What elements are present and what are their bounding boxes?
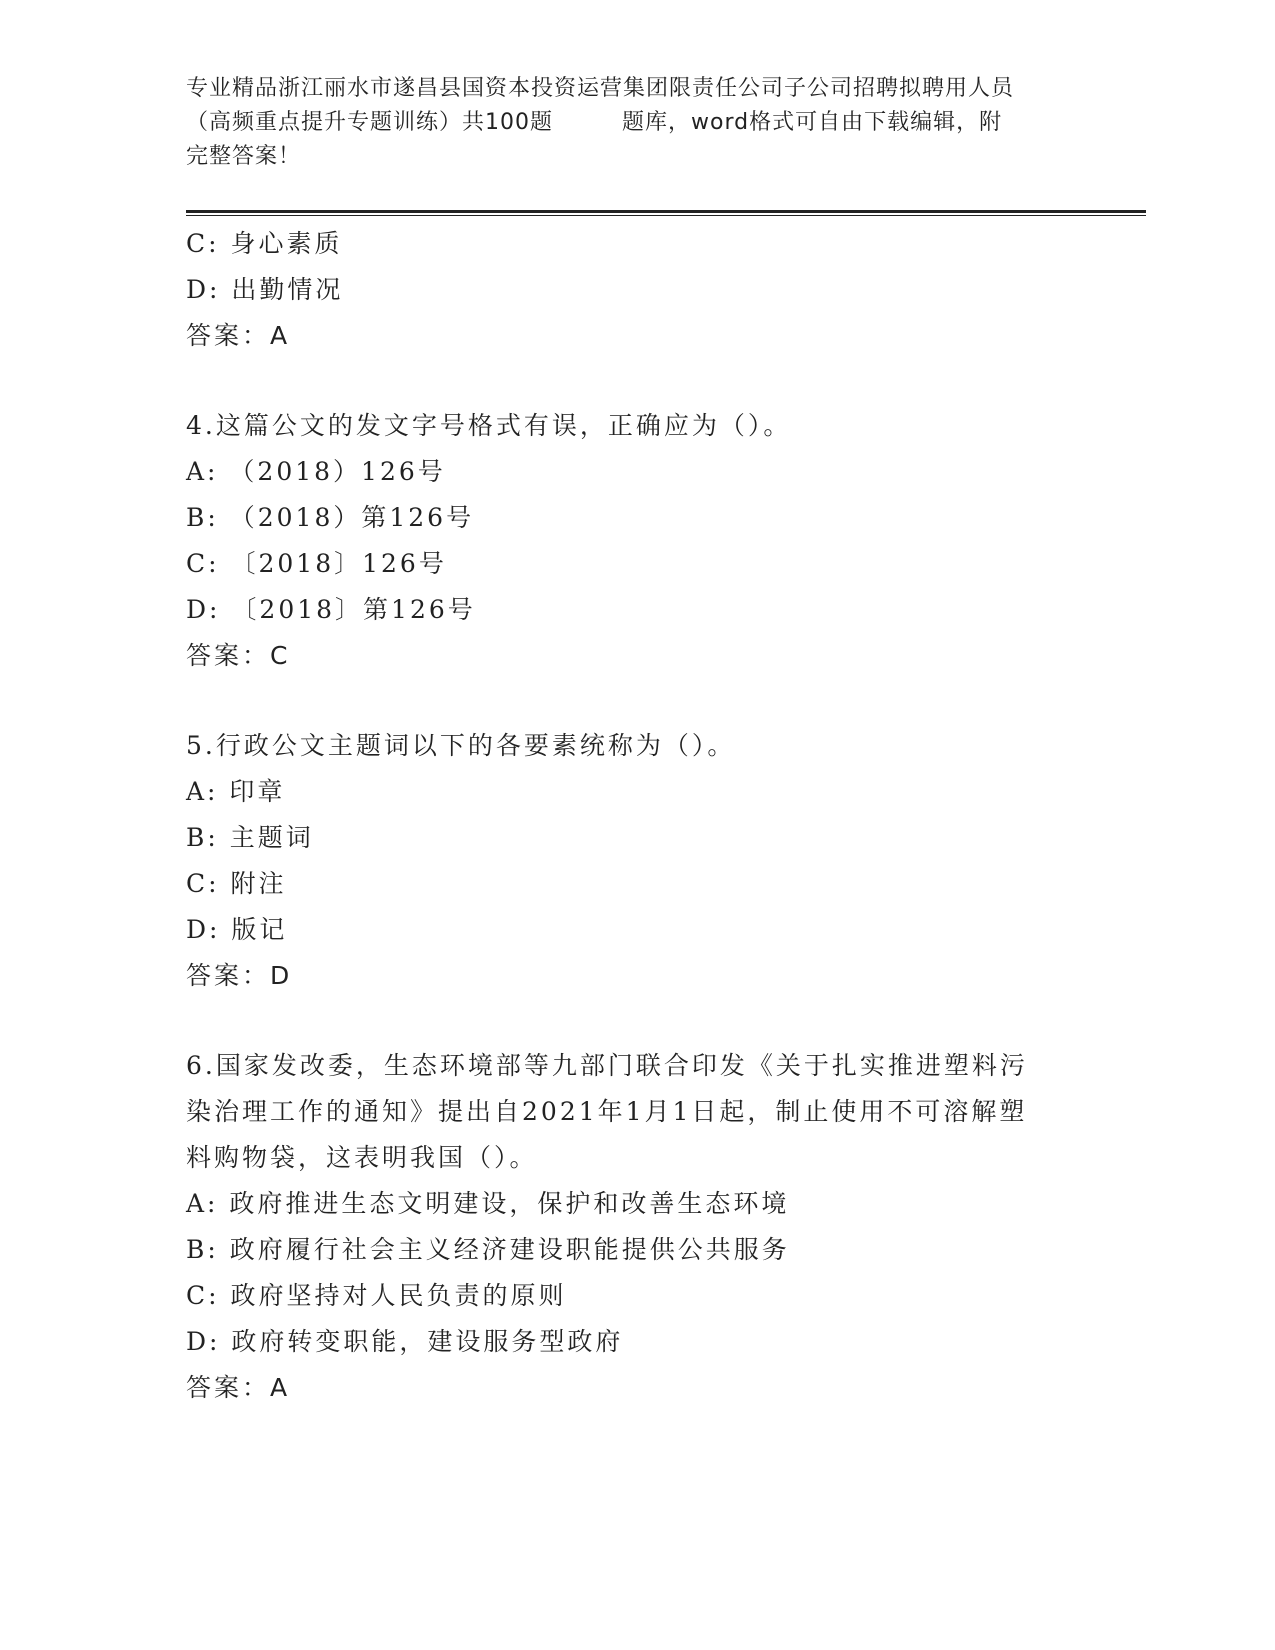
option-d: D: 政府转变职能，建设服务型政府 bbox=[186, 1327, 624, 1356]
option-c: C: 政府坚持对人民负责的原则 bbox=[186, 1281, 567, 1310]
header-line-3: 完整答案！ bbox=[186, 144, 302, 169]
header-divider-thin bbox=[186, 215, 1146, 216]
option-d: D: 版记 bbox=[186, 915, 288, 944]
option-c: C: 〔2018〕126号 bbox=[186, 549, 447, 578]
answer: 答案：C bbox=[186, 641, 291, 670]
option-a: A: 政府推进生态文明建设，保护和改善生态环境 bbox=[186, 1189, 790, 1218]
option-b: B: （2018）第126号 bbox=[186, 503, 475, 532]
header-line-2: （高频重点提升专题训练）共100题 题库，word格式可自由下载编辑，附 bbox=[186, 110, 1003, 135]
question-4 bbox=[186, 403, 1086, 679]
question-stem-line-3: 料购物袋，这表明我国（）。 bbox=[186, 1143, 538, 1172]
option-b: B: 主题词 bbox=[186, 823, 314, 852]
option-d: D: 出勤情况 bbox=[186, 275, 344, 304]
header-line-1: 专业精品浙江丽水市遂昌县国资本投资运营集团限责任公司子公司招聘拟聘用人员 bbox=[186, 76, 1015, 101]
question-6 bbox=[186, 1043, 1086, 1411]
option-c: C: 附注 bbox=[186, 869, 287, 898]
answer: 答案：A bbox=[186, 1373, 291, 1402]
document-body bbox=[186, 221, 1086, 1411]
header-divider-thick bbox=[186, 210, 1146, 213]
option-c: C: 身心素质 bbox=[186, 229, 343, 258]
option-d: D: 〔2018〕第126号 bbox=[186, 595, 476, 624]
option-a: A: 印章 bbox=[186, 777, 286, 806]
question-stem: 5.行政公文主题词以下的各要素统称为（）。 bbox=[186, 731, 736, 760]
answer: 答案：D bbox=[186, 961, 293, 990]
question-3-tail bbox=[186, 221, 1086, 359]
option-b: B: 政府履行社会主义经济建设职能提供公共服务 bbox=[186, 1235, 790, 1264]
answer: 答案：A bbox=[186, 321, 291, 350]
option-a: A: （2018）126号 bbox=[186, 457, 446, 486]
question-stem-line-2: 染治理工作的通知》提出自2021年1月1日起，制止使用不可溶解塑 bbox=[186, 1097, 1028, 1126]
question-stem-line-1: 6.国家发改委，生态环境部等九部门联合印发《关于扎实推进塑料污 bbox=[186, 1051, 1028, 1080]
document-header bbox=[186, 72, 1086, 174]
question-stem: 4.这篇公文的发文字号格式有误，正确应为（）。 bbox=[186, 411, 792, 440]
question-5 bbox=[186, 723, 1086, 999]
